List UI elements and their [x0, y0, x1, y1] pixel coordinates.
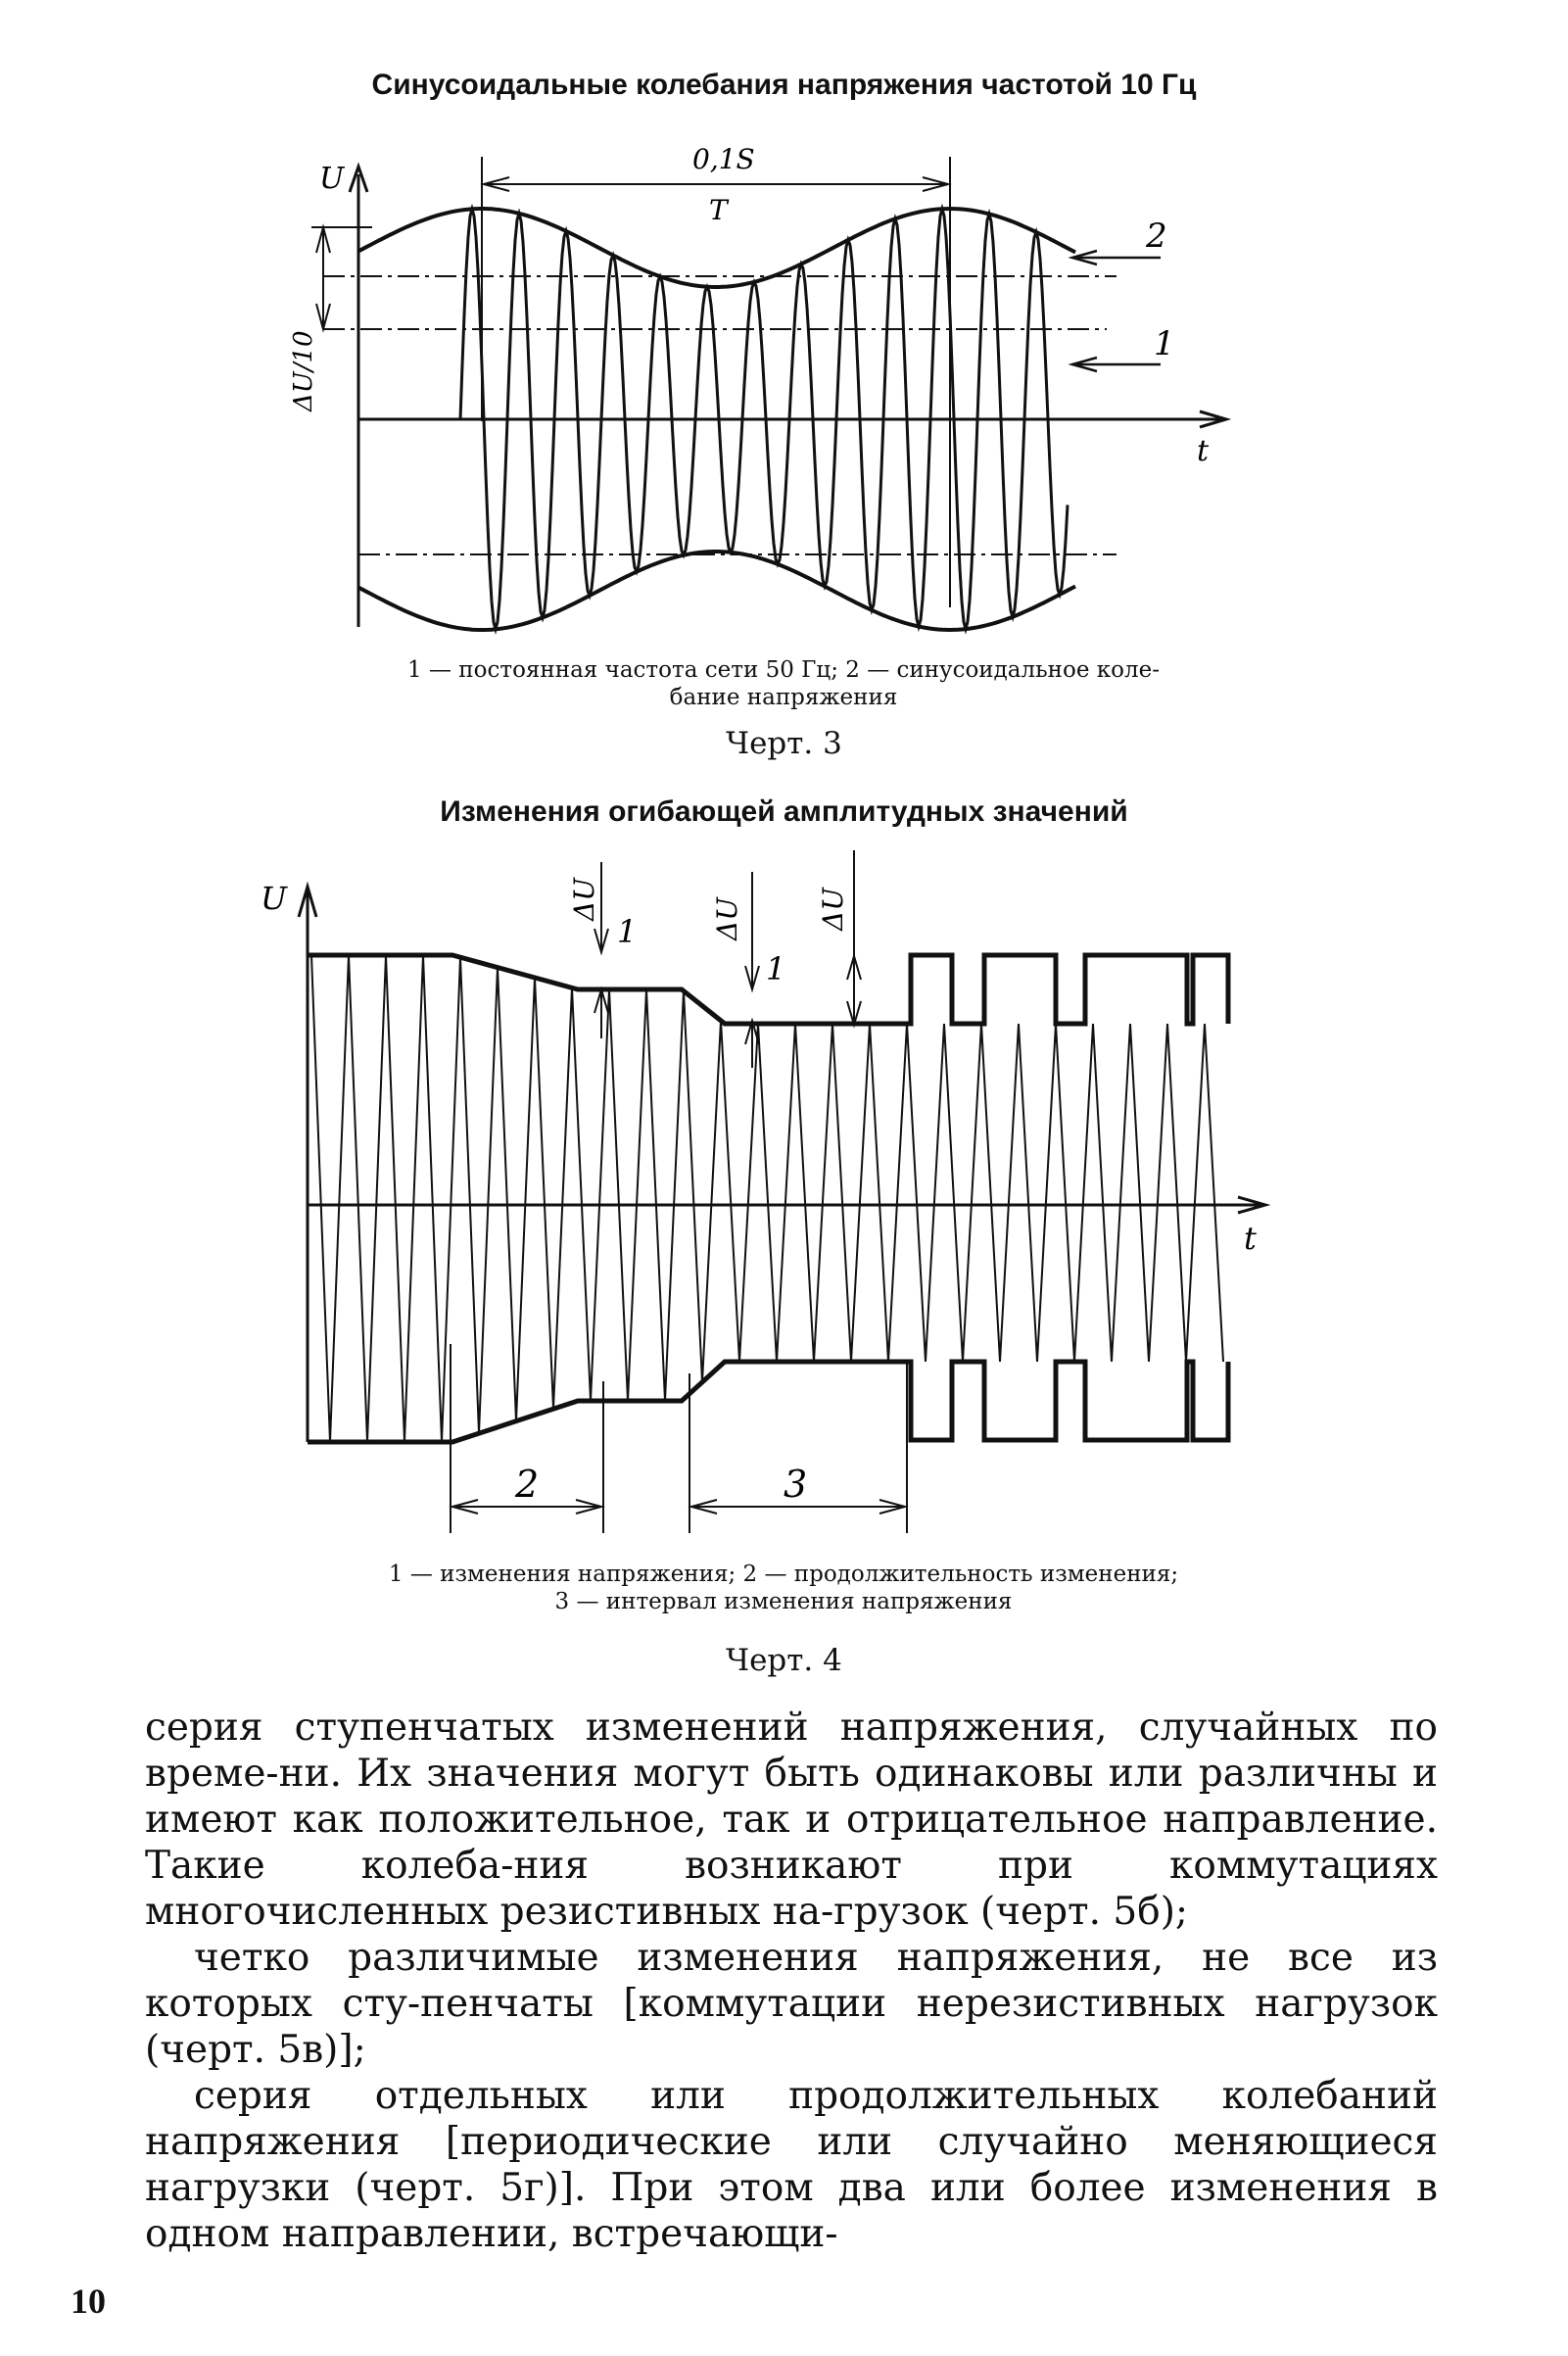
figure-3-u-axis-label: U: [319, 162, 345, 196]
figure-4-marker-1a: 1: [617, 913, 638, 950]
body-text: [145, 1705, 1438, 2257]
paragraph-2: четко различимые изменения напряжения, не все из которых сту-пенчаты [коммутации нерезистивных нагрузок (черт. 5в)];: [145, 1936, 1438, 2072]
figure-4-delta-label-1: ΔU: [568, 878, 600, 921]
paragraph-3: серия отдельных или продолжительных колебаний напряжения [периодические или случайно меняющиеся нагрузки (черт. 5г)]. При этом два или более изменения в одном направлении, встречающи-: [145, 2074, 1438, 2256]
figure-4-caption-line2: 3 — интервал изменения напряжения: [554, 1589, 1013, 1614]
figure-4-delta-label-2: ΔU: [711, 897, 743, 940]
figure-4-t-axis-label: t: [1244, 1220, 1257, 1257]
figure-4-marker-2: 2: [515, 1463, 540, 1506]
figure-3-caption-line1: 1 — постоянная частота сети 50 Гц; 2 — синусоидальное коле-: [407, 657, 1160, 683]
figure-4-marker-1b: 1: [766, 950, 786, 987]
figure-3-title: Синусоидальные колебания напряжения частотой 10 Гц: [371, 69, 1197, 101]
figure-3-period-top: 0,1S: [692, 143, 755, 175]
figure-3-marker-2: 2: [1146, 216, 1167, 256]
figure-4-marker-3: 3: [784, 1463, 808, 1506]
figure-4-label: Черт. 4: [726, 1643, 842, 1678]
figure-4-delta-label-3: ΔU: [817, 888, 849, 931]
figure-3-period-bottom: T: [709, 194, 728, 226]
figure-4-title: Изменения огибающей амплитудных значений: [440, 795, 1128, 828]
paragraph-1: серия ступенчатых изменений напряжения, случайных по време-ни. Их значения могут быть одинаковы или различны и имеют как положительное, так и отрицательное направление. Такие колеба-ния возникают при коммутациях многочисленных резистивных на-грузок (черт. 5б);: [145, 1706, 1438, 1934]
figure-4-caption: [274, 1561, 1293, 1615]
figure-3-t-axis-label: t: [1197, 434, 1210, 468]
figure-3-delta-label: ΔU/10: [289, 330, 318, 411]
figure-3-label: Черт. 3: [726, 726, 842, 761]
figure-4-u-axis-label: U: [261, 880, 287, 917]
page-number: 10: [71, 2282, 106, 2321]
figure-4-caption-line1: 1 — изменения напряжения; 2 — продолжительность изменения;: [388, 1562, 1179, 1587]
figure-3-marker-1: 1: [1154, 324, 1175, 363]
figure-3-caption-line2: бание напряжения: [669, 685, 898, 710]
